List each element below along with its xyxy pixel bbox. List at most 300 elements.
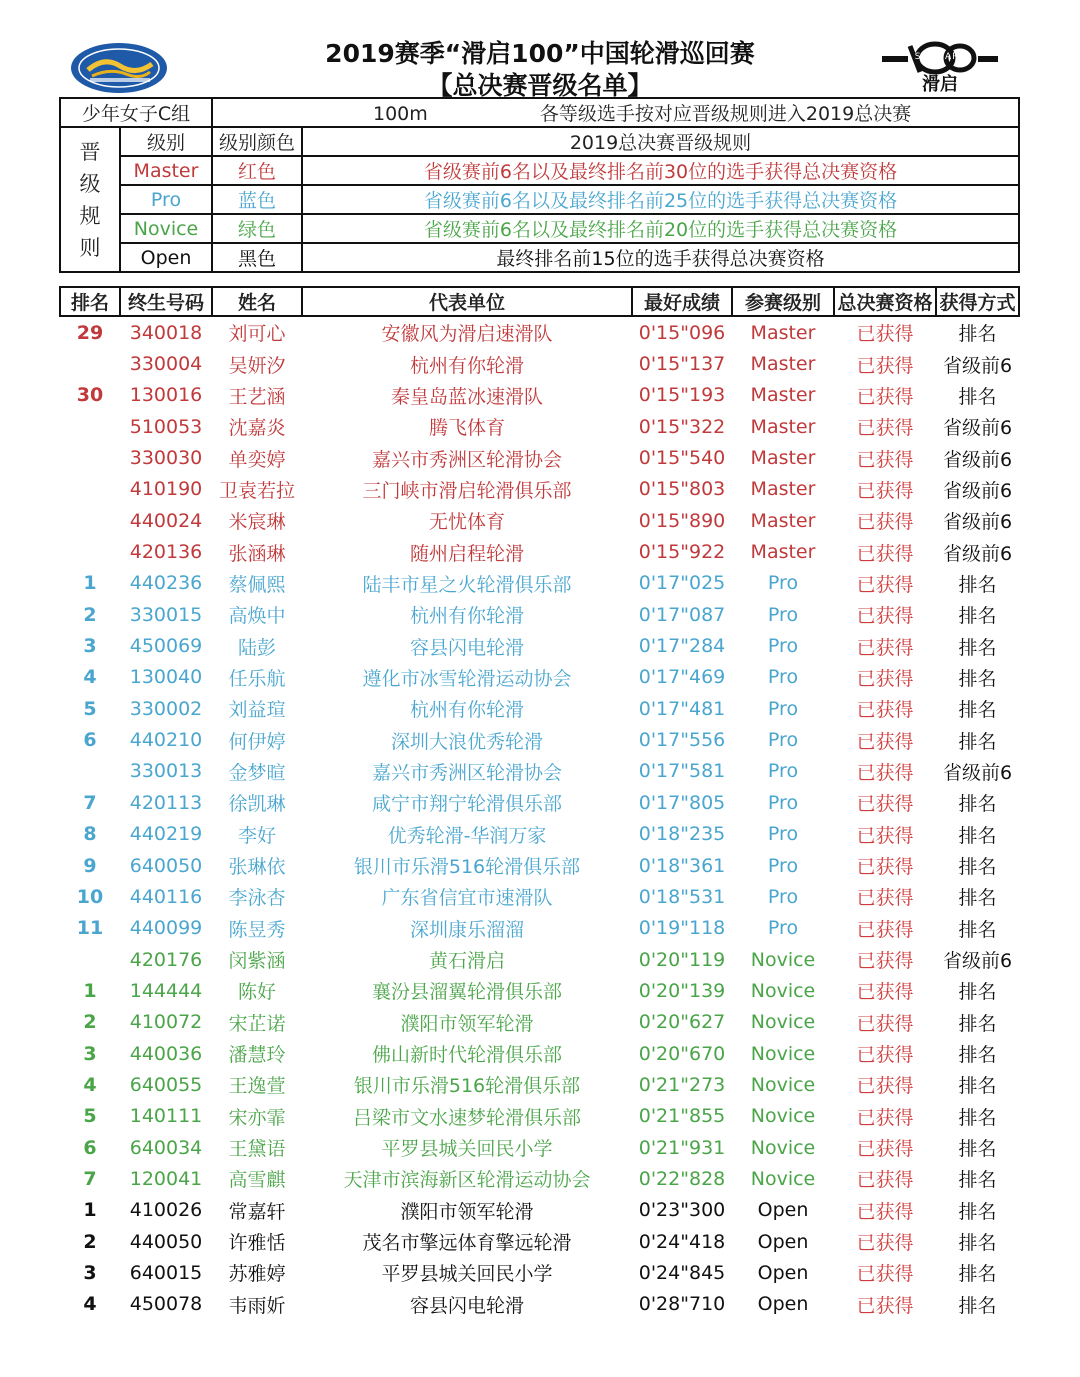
cell-qual: 已获得 [856,354,914,377]
table-row [60,1163,1019,1194]
col-rank: 排名 [60,287,120,316]
cell-method: 排名 [958,1012,997,1035]
cell-level: Novice [750,948,816,971]
cell-name: 陈昱秀 [228,918,286,941]
cell-unit: 遵化市冰雪轮滑运动协会 [362,667,572,690]
cell-name: 刘可心 [228,323,286,346]
table-row [60,568,1019,599]
cell-rank: 3 [83,635,97,658]
cell-rank: 5 [83,1105,97,1128]
cell-level: Open [757,1230,809,1253]
table-row [60,944,1019,975]
cell-qual: 已获得 [856,918,914,941]
cell-unit: 嘉兴市秀洲区轮滑协会 [371,448,562,471]
cell-time: 0'17"087 [638,603,726,626]
rule-row-open: Open 黑色 最终排名前15位的选手获得总决赛资格 [60,243,1019,272]
cell-id: 450069 [129,635,203,658]
cell-time: 0'17"805 [638,791,726,814]
cell-name: 吴妍汐 [228,354,286,377]
cell-unit: 深圳大浪优秀轮滑 [390,730,543,753]
cell-qual: 已获得 [856,1106,914,1129]
table-row [60,850,1019,881]
cell-unit: 广东省信宜市速滑队 [381,887,553,910]
cell-level: Pro [767,666,799,689]
table-row [60,693,1019,724]
table-row [60,536,1019,567]
cell-id: 640050 [129,854,203,877]
cell-method: 排名 [958,918,997,941]
cell-qual: 已获得 [856,667,914,690]
cell-qual: 已获得 [856,699,914,722]
cell-id: 440236 [129,572,203,595]
cell-name: 沈嘉炎 [228,417,286,440]
cell-id: 640055 [129,1073,203,1096]
cell-name: 许雅恬 [228,1232,286,1255]
cell-id: 330030 [129,447,203,470]
cell-method: 省级前6 [942,761,1013,784]
cell-id: 450078 [129,1293,203,1316]
cell-qual: 已获得 [856,887,914,910]
col-qual: 总决赛资格 [834,287,936,316]
cell-level: Master [750,478,816,501]
cell-time: 0'23"300 [638,1199,726,1222]
cell-qual: 已获得 [856,761,914,784]
cell-name: 王艺涵 [228,385,286,408]
cell-time: 0'17"469 [638,666,726,689]
rule-row-pro: Pro 蓝色 省级赛前6名以及最终排名前25位的选手获得总决赛资格 [60,185,1019,214]
cell-qual: 已获得 [856,1263,914,1286]
cell-unit: 天津市滨海新区轮滑运动协会 [343,1169,591,1192]
cell-name: 宋芷诺 [228,1012,286,1035]
cell-rank: 7 [83,791,97,814]
cell-level: Open [757,1293,809,1316]
cell-id: 340018 [129,321,203,344]
cell-unit: 濮阳市领军轮滑 [400,1200,534,1223]
cell-unit: 腾飞体育 [428,417,505,440]
cell-time: 0'21"855 [638,1105,726,1128]
cell-method: 省级前6 [942,417,1013,440]
cell-name: 高焕中 [228,605,286,628]
cell-time: 0'17"556 [638,729,726,752]
cell-method: 排名 [958,1138,997,1161]
cell-method: 排名 [958,981,997,1004]
cell-rank [60,756,120,787]
cell-method: 排名 [958,793,997,816]
cell-qual: 已获得 [856,1044,914,1067]
logo-skat-art-text: SKAT ART [914,52,966,62]
cell-rank [60,474,120,505]
cell-name: 韦雨妡 [228,1294,286,1317]
rules-col-level: 级别 [120,127,212,156]
cell-id: 330004 [129,353,203,376]
cell-rank: 8 [83,823,97,846]
cell-unit: 银川市乐滑516轮滑俱乐部 [353,1075,581,1098]
page-title: 2019赛季“滑启100”中国轮滑巡回赛 [325,39,755,68]
table-row [60,1038,1019,1069]
cell-method: 排名 [958,1263,997,1286]
cell-level: Pro [767,572,799,595]
table-row [60,756,1019,787]
table-row [60,1195,1019,1226]
cell-level: Open [757,1199,809,1222]
col-time: 最好成绩 [632,287,732,316]
cell-id: 440099 [129,917,203,940]
cell-id: 120041 [129,1167,203,1190]
cell-id: 410190 [129,478,203,501]
cell-unit: 茂名市擎远体育擎远轮滑 [362,1232,572,1255]
cell-name: 张涵琳 [228,542,286,565]
cell-unit: 杭州有你轮滑 [409,699,524,722]
cell-method: 省级前6 [942,354,1013,377]
cell-id: 420113 [129,791,203,814]
col-name: 姓名 [212,287,302,316]
cell-time: 0'15"322 [638,415,726,438]
table-row [60,599,1019,630]
cell-id: 420136 [129,541,203,564]
results-table [59,286,1020,1320]
cell-rank: 2 [83,1230,97,1253]
table-row [60,881,1019,912]
cell-qual: 已获得 [856,479,914,502]
table-row [60,505,1019,536]
table-row [60,1289,1019,1320]
qualify-note: 各等级选手按对应晋级规则进入2019总决赛 [539,103,912,125]
cell-qual: 已获得 [856,824,914,847]
cell-time: 0'15"137 [638,353,726,376]
cell-level: Pro [767,697,799,720]
cell-qual: 已获得 [856,1294,914,1317]
cell-id: 440210 [129,729,203,752]
cell-unit: 容县闪电轮滑 [409,1294,524,1317]
cell-id: 440024 [129,509,203,532]
cell-unit: 容县闪电轮滑 [409,636,524,659]
cell-qual: 已获得 [856,1012,914,1035]
cell-unit: 秦皇岛蓝冰速滑队 [390,385,543,408]
cell-level: Pro [767,823,799,846]
cell-unit: 无忧体育 [428,511,505,534]
rules-col-rule: 2019总决赛晋级规则 [302,127,1019,156]
cell-method: 排名 [958,1169,997,1192]
cell-time: 0'28"710 [638,1293,726,1316]
cell-unit: 平罗县城关回民小学 [381,1138,553,1161]
cell-id: 330013 [129,760,203,783]
cell-unit: 咸宁市翔宁轮滑俱乐部 [371,793,562,816]
cell-rank: 1 [83,1199,97,1222]
cell-rank: 11 [76,917,104,940]
cell-qual: 已获得 [856,856,914,879]
cell-method: 排名 [958,730,997,753]
cell-qual: 已获得 [856,730,914,753]
cell-time: 0'21"273 [638,1073,726,1096]
cell-name: 陆彭 [237,636,276,659]
cell-time: 0'19"118 [638,917,726,940]
rules-side-label: 晋 级 规 则 [60,127,120,272]
cell-unit: 襄汾县溜翼轮滑俱乐部 [371,981,562,1004]
results-body [60,316,1019,1320]
cell-name: 蔡佩熙 [228,573,286,596]
cell-name: 陈好 [237,981,276,1004]
cell-qual: 已获得 [856,323,914,346]
cell-name: 王逸萱 [228,1075,286,1098]
cell-level: Pro [767,603,799,626]
cell-unit: 安徽风为滑启速滑队 [381,323,553,346]
cell-id: 440036 [129,1042,203,1065]
cell-level: Master [750,509,816,532]
cell-name: 任乐航 [228,667,286,690]
cell-rank [60,944,120,975]
cell-rank: 29 [76,321,104,344]
cell-id: 640034 [129,1136,203,1159]
cell-level: Novice [750,1042,816,1065]
table-row [60,1007,1019,1038]
cell-qual: 已获得 [856,385,914,408]
cell-time: 0'18"235 [638,823,726,846]
cell-level: Open [757,1261,809,1284]
cell-id: 330015 [129,603,203,626]
cell-time: 0'21"931 [638,1136,726,1159]
cell-id: 420176 [129,948,203,971]
cell-level: Pro [767,791,799,814]
cell-method: 排名 [958,1232,997,1255]
table-row [60,1132,1019,1163]
cell-method: 省级前6 [942,448,1013,471]
cell-unit: 优秀轮滑-华润万家 [387,824,547,847]
cell-time: 0'17"025 [638,572,726,595]
cell-method: 排名 [958,667,997,690]
cell-level: Master [750,541,816,564]
cell-level: Pro [767,729,799,752]
cell-method: 排名 [958,636,997,659]
cell-time: 0'15"540 [638,447,726,470]
cell-level: Master [750,384,816,407]
cell-rank: 4 [83,1073,97,1096]
cell-method: 排名 [958,887,997,910]
cell-time: 0'20"139 [638,979,726,1002]
cell-method: 省级前6 [942,511,1013,534]
cell-level: Pro [767,917,799,940]
cell-method: 省级前6 [942,479,1013,502]
cell-rank: 3 [83,1042,97,1065]
cell-rank: 2 [83,1011,97,1034]
cell-rank [60,536,120,567]
table-row [60,442,1019,473]
table-row [60,975,1019,1006]
cell-method: 排名 [958,1044,997,1067]
cell-name: 徐凯琳 [228,793,286,816]
cell-name: 高雪麒 [228,1169,286,1192]
cell-level: Pro [767,885,799,908]
cell-time: 0'18"531 [638,885,726,908]
cell-time: 0'17"284 [638,635,726,658]
cell-unit: 吕梁市文水速梦轮滑俱乐部 [352,1106,581,1129]
table-row [60,1226,1019,1257]
cell-rank: 10 [76,885,104,908]
cell-method: 省级前6 [942,950,1013,973]
table-row [60,819,1019,850]
cell-rank: 6 [83,1136,97,1159]
table-row [60,913,1019,944]
cell-id: 330002 [129,697,203,720]
cell-qual: 已获得 [856,793,914,816]
cell-rank: 4 [83,1293,97,1316]
table-row [60,662,1019,693]
cell-id: 440219 [129,823,203,846]
cell-unit: 杭州有你轮滑 [409,605,524,628]
cell-unit: 嘉兴市秀洲区轮滑协会 [371,761,562,784]
cell-level: Novice [750,1011,816,1034]
cell-level: Pro [767,635,799,658]
table-row [60,787,1019,818]
cell-level: Novice [750,1105,816,1128]
cell-level: Pro [767,854,799,877]
col-method: 获得方式 [936,287,1019,316]
cell-name: 金梦暄 [228,761,286,784]
cell-name: 常嘉轩 [228,1200,286,1223]
cell-id: 140111 [129,1105,203,1128]
cell-id: 144444 [129,979,203,1002]
cell-qual: 已获得 [856,448,914,471]
cell-rank: 4 [83,666,97,689]
cell-qual: 已获得 [856,981,914,1004]
cell-rank [60,411,120,442]
logo-cn-text: 滑启 [922,74,958,95]
page-subtitle: 【总决赛晋级名单】 [427,71,653,100]
cell-id: 510053 [129,415,203,438]
cell-time: 0'18"361 [638,854,726,877]
cell-qual: 已获得 [856,417,914,440]
cell-rank: 5 [83,697,97,720]
table-row [60,316,1019,348]
cell-name: 何伊婷 [228,730,286,753]
cell-qual: 已获得 [856,511,914,534]
cell-time: 0'20"627 [638,1011,726,1034]
cell-rank: 1 [83,979,97,1002]
federation-logo-icon [70,42,168,94]
cell-id: 440050 [129,1230,203,1253]
table-row [60,380,1019,411]
cell-unit: 佛山新时代轮滑俱乐部 [371,1044,562,1067]
table-row [60,630,1019,661]
cell-method: 排名 [958,1294,997,1317]
distance: 100m [373,103,428,125]
cell-time: 0'15"096 [638,321,726,344]
cell-time: 0'15"922 [638,541,726,564]
cell-time: 0'22"828 [638,1167,726,1190]
cell-method: 排名 [958,1075,997,1098]
cell-time: 0'24"845 [638,1261,726,1284]
cell-unit: 银川市乐滑516轮滑俱乐部 [353,856,581,879]
cell-qual: 已获得 [856,1138,914,1161]
cell-rank [60,442,120,473]
distance-note [212,98,1019,127]
cell-qual: 已获得 [856,636,914,659]
cell-unit: 三门峡市滑启轮滑俱乐部 [362,479,572,502]
table-row [60,1257,1019,1288]
rules-table [59,97,1020,273]
cell-id: 130040 [129,666,203,689]
cell-qual: 已获得 [856,1232,914,1255]
table-row [60,724,1019,755]
cell-name: 王黛语 [228,1138,286,1161]
cell-method: 省级前6 [942,542,1013,565]
cell-level: Master [750,415,816,438]
table-row [60,1069,1019,1100]
cell-qual: 已获得 [856,605,914,628]
cell-method: 排名 [958,1106,997,1129]
cell-time: 0'20"119 [638,948,726,971]
cell-method: 排名 [958,1200,997,1223]
cell-name: 单奕婷 [228,448,286,471]
col-level: 参赛级别 [732,287,834,316]
cell-method: 排名 [958,573,997,596]
cell-qual: 已获得 [856,573,914,596]
cell-name: 苏雅婷 [228,1263,286,1286]
cell-unit: 深圳康乐溜溜 [409,918,524,941]
cell-id: 410026 [129,1199,203,1222]
table-row [60,348,1019,379]
cell-rank: 6 [83,729,97,752]
col-unit: 代表单位 [302,287,632,316]
cell-level: Pro [767,760,799,783]
cell-qual: 已获得 [856,1075,914,1098]
table-row [60,1101,1019,1132]
cell-method: 排名 [958,323,997,346]
rule-row-novice: Novice 绿色 省级赛前6名以及最终排名前20位的选手获得总决赛资格 [60,214,1019,243]
cell-name: 刘益瑄 [228,699,286,722]
cell-rank: 2 [83,603,97,626]
cell-rank: 30 [76,384,104,407]
cell-unit: 濮阳市领军轮滑 [400,1012,534,1035]
cell-time: 0'20"670 [638,1042,726,1065]
cell-method: 排名 [958,856,997,879]
cell-time: 0'24"418 [638,1230,726,1253]
cell-name: 潘慧玲 [228,1044,286,1067]
rule-row-master: Master 红色 省级赛前6名以及最终排名前30位的选手获得总决赛资格 [60,156,1019,185]
cell-qual: 已获得 [856,950,914,973]
cell-rank [60,505,120,536]
cell-unit: 黄石滑启 [428,950,505,973]
cell-id: 410072 [129,1011,203,1034]
cell-unit: 平罗县城关回民小学 [381,1263,553,1286]
cell-qual: 已获得 [856,1169,914,1192]
cell-time: 0'17"581 [638,760,726,783]
cell-level: Novice [750,1136,816,1159]
cell-rank: 7 [83,1167,97,1190]
cell-level: Master [750,321,816,344]
rules-col-color: 级别颜色 [212,127,302,156]
col-id: 终生号码 [120,287,212,316]
cell-name: 闵紫涵 [228,950,286,973]
cell-id: 130016 [129,384,203,407]
cell-time: 0'15"193 [638,384,726,407]
cell-level: Master [750,447,816,470]
group-label: 少年女子C组 [60,98,212,127]
cell-rank [60,348,120,379]
cell-unit: 随州启程轮滑 [409,542,524,565]
cell-name: 宋亦霏 [228,1106,286,1129]
cell-level: Master [750,353,816,376]
cell-level: Novice [750,1167,816,1190]
cell-time: 0'15"890 [638,509,726,532]
cell-rank: 9 [83,854,97,877]
cell-unit: 陆丰市星之火轮滑俱乐部 [362,573,572,596]
cell-name: 米宸琳 [228,511,286,534]
cell-name: 李好 [237,824,276,847]
results-header [60,287,1019,316]
cell-rank: 3 [83,1261,97,1284]
cell-rank: 1 [83,572,97,595]
cell-name: 卫袁若拉 [218,479,295,502]
